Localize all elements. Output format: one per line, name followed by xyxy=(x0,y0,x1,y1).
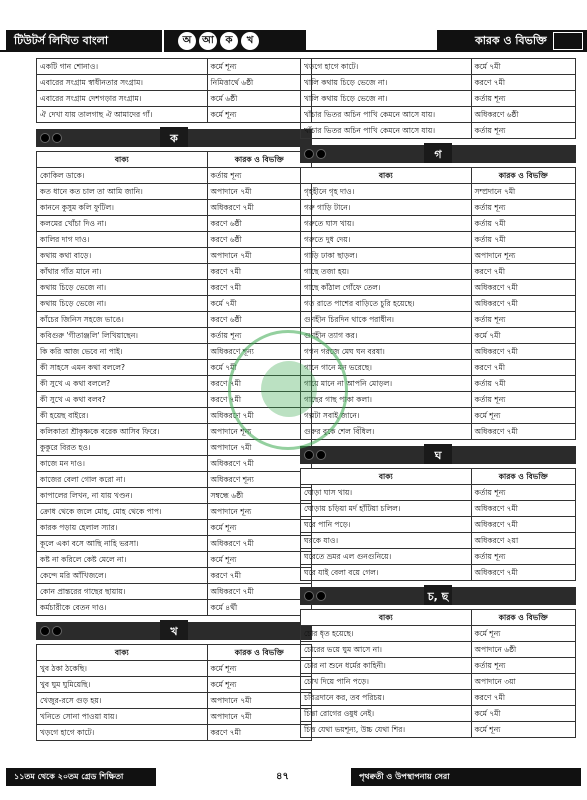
table-row xyxy=(301,216,576,232)
publisher-logo-icon xyxy=(553,32,583,50)
col-header-karak: কারক ও বিভক্তি xyxy=(471,469,576,485)
karak-cell: অধিকরণে ৭মী xyxy=(471,296,576,312)
section-dots-icon xyxy=(304,450,326,460)
karak-cell: নিমিত্তার্থে ৬ষ্ঠী xyxy=(207,75,312,91)
table-row xyxy=(37,91,312,107)
table-row xyxy=(301,280,576,296)
section-letter: ঘ xyxy=(434,449,442,462)
table-row xyxy=(37,661,312,677)
table-row xyxy=(37,168,312,184)
sentence-cell: ঘরকে যাও। xyxy=(301,533,472,549)
sentence-cell: কারক পড়ায় হেলাল স্যার। xyxy=(37,520,208,536)
karak-cell: কর্তায় শূন্য xyxy=(471,123,576,139)
sentence-cell: কাঁচের জিনিস সহজে ভাঙে। xyxy=(37,312,208,328)
sentence-cell: কলিকাতা শ্রীকৃষ্ণকে বরেক আসিব ফিরে। xyxy=(37,424,208,440)
sentence-cell: গুণহীন ত্যাগ কর। xyxy=(301,328,472,344)
karak-cell: করণে ৭মী xyxy=(207,568,312,584)
karak-cell: করণে ৬ষ্ঠী xyxy=(207,312,312,328)
header-letter: আ xyxy=(199,32,217,50)
sentence-cell: গরু গাড়ি টানে। xyxy=(301,200,472,216)
table-row xyxy=(37,296,312,312)
table-row xyxy=(37,232,312,248)
title-divider xyxy=(160,30,166,52)
table-row xyxy=(37,107,312,123)
karak-cell: অধিকরণে ৭মী xyxy=(471,344,576,360)
karak-cell: অধিকরণে ৬ষ্ঠী xyxy=(471,107,576,123)
table-row xyxy=(37,504,312,520)
karak-cell: অধিকরণে শূন্য xyxy=(207,472,312,488)
col-header-sentence: বাক্য xyxy=(301,168,472,184)
karak-cell: কর্মে শূন্য xyxy=(207,59,312,75)
section-header-cha xyxy=(300,587,576,605)
sentence-cell: কাননে কুসুম কলি ফুটিল। xyxy=(37,200,208,216)
sentence-cell: কি করি আজ ভেবে না পাই। xyxy=(37,344,208,360)
karak-cell: কর্তায় ৭মী xyxy=(471,232,576,248)
karak-cell: করণে ৭মী xyxy=(207,280,312,296)
karak-cell: অধিকরণে ৭মী xyxy=(471,565,576,581)
karak-cell: কর্তায় ৭মী xyxy=(471,216,576,232)
table-row xyxy=(37,520,312,536)
table-row xyxy=(301,264,576,280)
sentence-cell: কষ্ট না করিলে কেষ্ট মেলে না। xyxy=(37,552,208,568)
header-letter: খ xyxy=(241,32,259,50)
col-header-karak: কারক ও বিভক্তি xyxy=(207,152,312,168)
sentence-cell: কাজে মন দাও। xyxy=(37,456,208,472)
watermark-logo-icon xyxy=(228,330,348,450)
table-row xyxy=(37,59,312,75)
sentence-cell: খাঁচার ভিতর অচিন পাখি কেমনে আসে যায়। xyxy=(301,123,472,139)
header-letters xyxy=(178,32,259,50)
sentence-cell: কুকুরে বিরত হও। xyxy=(37,440,208,456)
table-row xyxy=(301,642,576,658)
karak-cell: অপাদানে শূন্য xyxy=(471,248,576,264)
col-header-sentence: বাক্য xyxy=(301,610,472,626)
sentence-cell: ঘোড়ায় চড়িয়া মর্দ হাঁটিয়া চলিল। xyxy=(301,501,472,517)
sentence-cell: এবারের সংগ্রাম দেশগড়ার সংগ্রাম। xyxy=(37,91,208,107)
table-row xyxy=(301,549,576,565)
table-row xyxy=(37,709,312,725)
karak-cell: কর্মে শূন্য xyxy=(207,677,312,693)
karak-cell: কর্মে ৬ষ্ঠী xyxy=(207,91,312,107)
sentence-cell: চিন্তা রোগের ওষুধ নেই। xyxy=(301,706,472,722)
sentence-cell: খড়গে হাগে কাটে। xyxy=(37,725,208,741)
karak-cell: অধিকরণে ৭মী xyxy=(471,424,576,440)
sentence-cell: একটি গান শোনাও। xyxy=(37,59,208,75)
col-header-karak: কারক ও বিভক্তি xyxy=(207,645,312,661)
sentence-cell: কাপালের লিখন, না যায় খণ্ডন। xyxy=(37,488,208,504)
sentence-cell: ক্রোধ থেকে জলে মোহ, মোহ থেকে পাপ। xyxy=(37,504,208,520)
sentence-cell: ঐ দেখা যায় তালগাছ ঐ আমাদের গাঁ। xyxy=(37,107,208,123)
sentence-cell: গুরুর বুকে শেল বিঁধিল। xyxy=(301,424,472,440)
karak-cell: অপাদানে ৭মী xyxy=(207,693,312,709)
section-header-gha xyxy=(300,446,576,464)
table-row xyxy=(37,200,312,216)
chapter-title: কারক ও বিভক্তি xyxy=(437,30,587,52)
sentence-cell: কথায় চিড়ে ভেজে না। xyxy=(37,296,208,312)
col-header-karak: কারক ও বিভক্তি xyxy=(471,168,576,184)
karak-cell: কর্তায় শূন্য xyxy=(471,91,576,107)
karak-cell: অপাদানে ৬ষ্ঠী xyxy=(471,642,576,658)
table-row xyxy=(301,232,576,248)
karak-cell: করণে ৭মী xyxy=(471,360,576,376)
left-top-table xyxy=(36,58,312,123)
karak-cell: অপাদানে ৭মী xyxy=(207,248,312,264)
table-row xyxy=(37,488,312,504)
sentence-cell: চিত্ত যেথা ভয়শূন্য, উচ্চ যেথা শির। xyxy=(301,722,472,738)
karak-cell: করণে ৭মী xyxy=(207,264,312,280)
table-row xyxy=(301,626,576,642)
sentence-cell: কাজের বেলা গোল করো না। xyxy=(37,472,208,488)
table-row xyxy=(37,184,312,200)
karak-cell: কর্মে শূন্য xyxy=(471,722,576,738)
table-row xyxy=(301,485,576,501)
sentence-cell: খালি কথায় চিড়ে ভেজে না। xyxy=(301,91,472,107)
table-row xyxy=(301,706,576,722)
col-header-sentence: বাক্য xyxy=(301,469,472,485)
karak-cell: কর্মে ৪র্থী xyxy=(207,600,312,616)
section-letter: খ xyxy=(170,625,178,638)
sentence-cell: গাছে কাঁঠাল গোঁফে তেল। xyxy=(301,280,472,296)
col-header-karak: কারক ও বিভক্তি xyxy=(471,610,576,626)
sentence-cell: খড়গে হাগে কাটে। xyxy=(301,59,472,75)
table-row xyxy=(301,200,576,216)
table-row xyxy=(301,123,576,139)
sentence-cell: খালি কথায় চিড়ে ভেজে না। xyxy=(301,75,472,91)
karak-cell: করণে ৭মী xyxy=(207,725,312,741)
table-row xyxy=(37,472,312,488)
karak-cell: অধিকরণে ৭মী xyxy=(207,584,312,600)
table-row xyxy=(301,296,576,312)
header-letter: অ xyxy=(178,32,196,50)
karak-cell: সম্বন্ধে ৬ষ্ঠী xyxy=(207,488,312,504)
sentence-cell: গরুতে দুধ দেয়। xyxy=(301,232,472,248)
sentence-cell: ঘরেতে ভ্রমর এল গুনগুনিয়ে। xyxy=(301,549,472,565)
table-row xyxy=(37,456,312,472)
sentence-cell: কর্মচারীকে বেতন দাও। xyxy=(37,600,208,616)
sentence-cell: কোন প্রান্তরের গাছের ছায়ায়। xyxy=(37,584,208,600)
section-letter: ক xyxy=(170,132,178,145)
sentence-cell: চোর না শুনে ধর্মের কাহিনী। xyxy=(301,658,472,674)
table-row xyxy=(301,107,576,123)
table-row xyxy=(37,600,312,616)
sentence-cell: খুব ঘুম ঘুমিয়েছি। xyxy=(37,677,208,693)
sentence-cell: এবারের সংগ্রাম স্বাধীনতার সংগ্রাম। xyxy=(37,75,208,91)
section-dots-icon xyxy=(304,149,326,159)
karak-cell: কর্তায় শূন্য xyxy=(471,200,576,216)
karak-cell: অপাদানে ৩য়া xyxy=(471,674,576,690)
sentence-cell: গুণহীন চিরদিন থাকে পরাধীন। xyxy=(301,312,472,328)
sentence-cell: খেজুর-রসে গুড় হয়। xyxy=(37,693,208,709)
col-header-sentence: বাক্য xyxy=(37,645,208,661)
karak-cell: কর্মে শূন্য xyxy=(471,626,576,642)
sentence-cell: কী হয়েছ বাইরে। xyxy=(37,408,208,424)
section-dots-icon xyxy=(304,591,326,601)
karak-cell: কর্তায় শূন্য xyxy=(207,168,312,184)
table-row xyxy=(37,693,312,709)
table-row xyxy=(301,533,576,549)
karak-cell: কর্তায় ৭মী xyxy=(471,376,576,392)
section-dots-icon xyxy=(40,133,62,143)
table-row xyxy=(301,312,576,328)
table-row xyxy=(37,568,312,584)
karak-cell: কর্মে ৭মী xyxy=(207,360,312,376)
sentence-cell: খুব ঠকা ঠকেছি। xyxy=(37,661,208,677)
karak-cell: কর্তায় শূন্য xyxy=(471,658,576,674)
table-row xyxy=(37,725,312,741)
sentence-cell: গাছে তজা হয়। xyxy=(301,264,472,280)
footer-left-text: ১১তম থেকে ২০তম গ্রেড শিক্ষিতা xyxy=(6,768,156,786)
sentence-cell: ঘরে যাই বেলা বয়ে গেল। xyxy=(301,565,472,581)
sentence-cell: কী সাহসে এমন কথা বললে? xyxy=(37,360,208,376)
karak-cell: কর্তায় শূন্য xyxy=(471,549,576,565)
karak-cell: অপাদানে ৭মী xyxy=(207,184,312,200)
sentence-cell: কেন্দে মরি আঁখিজলে। xyxy=(37,568,208,584)
sentence-cell: কী সুখে এ কথা বলব? xyxy=(37,392,208,408)
table-row xyxy=(301,501,576,517)
sentence-cell: ঘোড়া ঘাস খায়। xyxy=(301,485,472,501)
table-row xyxy=(37,216,312,232)
sentence-cell: গল্পটা সবাই জানে। xyxy=(301,408,472,424)
sentence-cell: ঘরে পানি পড়ে। xyxy=(301,517,472,533)
right-top-table xyxy=(300,58,576,139)
karak-cell: কর্মে শূন্য xyxy=(207,661,312,677)
sentence-cell: কী সুখে এ কথা বললে? xyxy=(37,376,208,392)
karak-cell: অধিকরণে ৭মী xyxy=(207,408,312,424)
footer-right-text: পৃথক্বতী ও উপস্থাপনায় সেরা xyxy=(351,768,581,786)
table-row xyxy=(301,184,576,200)
section-header-ga xyxy=(300,145,576,163)
section-table-kha xyxy=(36,644,312,741)
karak-cell: কর্মে শূন্য xyxy=(207,107,312,123)
sentence-cell: চোর ধৃত হয়েছে। xyxy=(301,626,472,642)
karak-cell: অধিকরণে শূন্য xyxy=(207,344,312,360)
table-row xyxy=(301,565,576,581)
karak-cell: অধিকরণে ৭মী xyxy=(471,280,576,296)
sentence-cell: কাঁথার গাঁত মানে না। xyxy=(37,264,208,280)
karak-cell: করণে ৭মী xyxy=(207,376,312,392)
karak-cell: অপাদানে শূন্য xyxy=(207,424,312,440)
section-dots-icon xyxy=(40,626,62,636)
sentence-cell: গাড়ি ঢাকা ছাড়ল। xyxy=(301,248,472,264)
karak-cell: অধিকরণে ৭মী xyxy=(207,456,312,472)
table-row xyxy=(301,424,576,440)
table-row xyxy=(301,59,576,75)
karak-cell: অধিকরণে ৭মী xyxy=(207,536,312,552)
sentence-cell: গানে গানে মন ভরেছে। xyxy=(301,360,472,376)
karak-cell: অপাদানে ৭মী xyxy=(207,440,312,456)
table-row xyxy=(301,344,576,360)
karak-cell: করণে ৭মী xyxy=(471,264,576,280)
section-table-gha xyxy=(300,468,576,581)
table-row xyxy=(301,328,576,344)
table-row xyxy=(37,677,312,693)
table-row xyxy=(37,312,312,328)
sentence-cell: চোখ দিয়ে পানি পড়ে। xyxy=(301,674,472,690)
sentence-cell: গৃহহীনে গৃহ দাও। xyxy=(301,184,472,200)
section-header-ka xyxy=(36,129,312,147)
table-row xyxy=(301,517,576,533)
table-row xyxy=(37,75,312,91)
sentence-cell: কোকিল ডাকে। xyxy=(37,168,208,184)
page-number: ৪৭ xyxy=(276,771,289,782)
table-row xyxy=(301,674,576,690)
karak-cell: কর্মে শূন্য xyxy=(207,552,312,568)
header-letter: ক xyxy=(220,32,238,50)
karak-cell: কর্তায় শূন্য xyxy=(207,328,312,344)
sentence-cell: চরিত্রদানে কর, তব পরিচয়। xyxy=(301,690,472,706)
sentence-cell: কূলে একা বসে আছি নাহি ভরসা। xyxy=(37,536,208,552)
karak-cell: করণে ৭মী xyxy=(471,75,576,91)
table-row xyxy=(301,658,576,674)
page-footer xyxy=(0,760,587,800)
table-row xyxy=(37,280,312,296)
sentence-cell: গগন গরজে মেঘ ঘন বরষা। xyxy=(301,344,472,360)
sentence-cell: কত ধানে কত চাল তা আমি জানি। xyxy=(37,184,208,200)
sentence-cell: খনিতে সোনা পাওয়া যায়। xyxy=(37,709,208,725)
karak-cell: অধিকরণে ৭মী xyxy=(471,501,576,517)
table-row xyxy=(37,264,312,280)
sentence-cell: কথায় কথা বাড়ে। xyxy=(37,248,208,264)
table-row xyxy=(37,536,312,552)
sentence-cell: কথায় চিড়ে ভেজে না। xyxy=(37,280,208,296)
sentence-cell: খাঁচার ভিতর অচিন পাখি কেমনে আসে যায়। xyxy=(301,107,472,123)
karak-cell: অধিকরণে ৭মী xyxy=(207,200,312,216)
table-row xyxy=(301,75,576,91)
karak-cell: কর্মে ৭মী xyxy=(471,59,576,75)
book-title: টিউটর্স লিখিত বাংলা xyxy=(6,30,306,52)
karak-cell: অধিকরণে ২য়া xyxy=(471,533,576,549)
section-letter: গ xyxy=(434,148,442,161)
karak-cell: কর্তায় শূন্য xyxy=(471,392,576,408)
table-row xyxy=(301,248,576,264)
sentence-cell: চোরের ভয়ে ঘুম আসে না। xyxy=(301,642,472,658)
sentence-cell: গরুতে ঘাস খায়। xyxy=(301,216,472,232)
sentence-cell: গত রাতে পাশের বাড়িতে চুরি হয়েছে। xyxy=(301,296,472,312)
table-row xyxy=(301,690,576,706)
sentence-cell: কালির দাগ দাও। xyxy=(37,232,208,248)
karak-cell: সম্প্রদানে ৭মী xyxy=(471,184,576,200)
karak-cell: কর্মে ৭মী xyxy=(471,706,576,722)
table-row xyxy=(37,584,312,600)
karak-cell: কর্মে ৭মী xyxy=(471,328,576,344)
karak-cell: কর্তায় শূন্য xyxy=(471,312,576,328)
sentence-cell: গায়ে মানে না আপনি মোড়ল। xyxy=(301,376,472,392)
karak-cell: করণে ৭মী xyxy=(207,392,312,408)
karak-cell: অপাদানে শূন্য xyxy=(207,504,312,520)
section-table-cha xyxy=(300,609,576,738)
karak-cell: করণে ৬ষ্ঠী xyxy=(207,232,312,248)
karak-cell: কর্মে শূন্য xyxy=(207,520,312,536)
table-row xyxy=(37,552,312,568)
table-row xyxy=(301,91,576,107)
karak-cell: কর্মে শূন্য xyxy=(471,408,576,424)
karak-cell: করণে ৭মী xyxy=(471,690,576,706)
col-header-sentence: বাক্য xyxy=(37,152,208,168)
section-header-kha xyxy=(36,622,312,640)
table-row xyxy=(37,248,312,264)
table-row xyxy=(301,722,576,738)
page-header xyxy=(0,0,587,52)
karak-cell: কর্তায় শূন্য xyxy=(471,485,576,501)
sentence-cell: কবিগুরু 'গীতাঞ্জলি' লিখিয়াছেন। xyxy=(37,328,208,344)
karak-cell: অধিকরণে ৭মী xyxy=(471,517,576,533)
sentence-cell: কলমের খোঁচা দিও না। xyxy=(37,216,208,232)
sentence-cell: গাছের গাছ পাকা কলা। xyxy=(301,392,472,408)
karak-cell: অপাদানে ৭মী xyxy=(207,709,312,725)
karak-cell: কর্মে ৭মী xyxy=(207,296,312,312)
section-letter: চ, ছ xyxy=(427,590,449,603)
karak-cell: করণে ৬ষ্ঠী xyxy=(207,216,312,232)
